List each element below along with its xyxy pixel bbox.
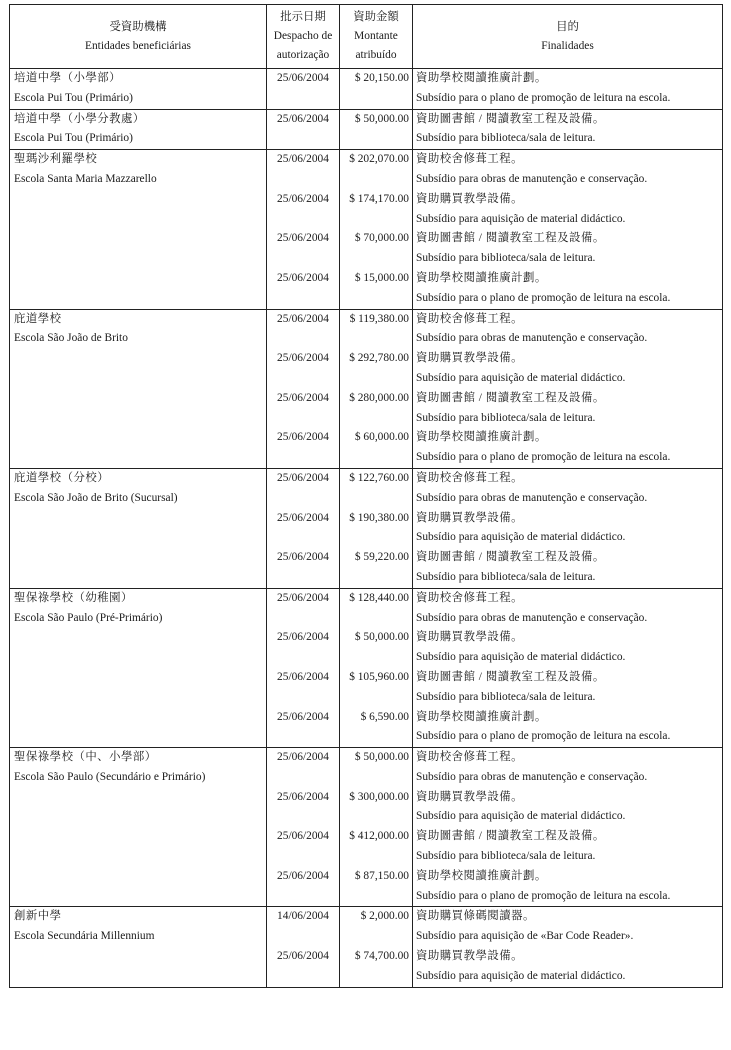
grant-date-spacer: [267, 807, 339, 827]
amount-cell: [340, 309, 413, 468]
grant-date: 25/06/2004: [277, 271, 329, 284]
entity-name-zh: 聖瑪沙利羅學校: [14, 153, 98, 166]
header-row: [10, 5, 723, 69]
grant-purpose-pt: Subsídio para biblioteca/sala de leitura.: [416, 850, 596, 863]
grant-amount-spacer: [340, 967, 409, 987]
grant-date: 25/06/2004: [277, 471, 329, 484]
amount-cell: [340, 150, 413, 309]
header-purpose-pt: Finalidades: [541, 39, 594, 52]
purpose-cell: [413, 468, 723, 588]
grant-purpose-zh: 資助購買條碼閱讀器。: [416, 910, 535, 923]
grant-purpose-zh: 資助校舍修葺工程。: [416, 751, 524, 764]
date-cell: [267, 468, 340, 588]
entity-name-zh: 庇道學校（分校）: [14, 471, 110, 484]
entity-name-zh: 聖保祿學校（幼稚園）: [14, 591, 133, 604]
grant-amount: $ 292,780.00: [349, 352, 409, 365]
grant-purpose-pt: Subsídio para obras de manutenção e conservação.: [416, 611, 648, 624]
grant-purpose-pt: Subsídio para biblioteca/sala de leitura.: [416, 570, 596, 583]
header-amount-zh: 資助金額: [353, 11, 399, 23]
grant-amount: $ 15,000.00: [354, 271, 409, 284]
grant-purpose-zh: 資助購買教學設備。: [416, 631, 524, 644]
grant-amount-spacer: [340, 289, 409, 309]
grant-date-spacer: [267, 369, 339, 389]
entity-row: [10, 109, 723, 150]
grant-amount-spacer: [340, 528, 409, 548]
entity-cell: [10, 748, 267, 907]
grant-amount: $ 20,150.00: [354, 72, 409, 84]
grant-date-spacer: [267, 409, 339, 429]
header-entity: [10, 5, 267, 69]
grant-date-spacer: [267, 129, 339, 149]
entity-name-pt: Escola Pui Tou (Primário): [14, 132, 133, 145]
grant-date: 25/06/2004: [277, 751, 329, 764]
grant-date: 25/06/2004: [277, 153, 329, 166]
entity-name-zh: 創新中學: [14, 910, 62, 923]
entity-cell: [10, 150, 267, 309]
entity-name-zh: 聖保祿學校（中、小學部）: [14, 751, 157, 764]
grant-date: 25/06/2004: [277, 511, 329, 524]
grant-amount-spacer: [340, 568, 409, 588]
purpose-cell: [413, 907, 723, 987]
grant-purpose-pt: Subsídio para biblioteca/sala de leitura.: [416, 411, 596, 424]
grant-amount-spacer: [340, 847, 409, 867]
grant-date: 25/06/2004: [277, 192, 329, 205]
grant-date: 25/06/2004: [277, 869, 329, 882]
grant-purpose-pt: Subsídio para obras de manutenção e conservação.: [416, 491, 648, 504]
entity-name-pt: Escola Secundária Millennium: [14, 930, 155, 943]
grant-amount: $ 300,000.00: [349, 790, 409, 803]
grant-amount-spacer: [340, 369, 409, 389]
grant-date: 25/06/2004: [277, 591, 329, 604]
date-cell: [267, 907, 340, 987]
grant-amount-spacer: [340, 887, 409, 907]
grant-amount-spacer: [340, 249, 409, 269]
grant-date-spacer: [267, 170, 339, 190]
amount-cell: [340, 468, 413, 588]
entity-row: [10, 588, 723, 747]
grant-purpose-zh: 資助圖書館 / 閱讀教室工程及設備。: [416, 830, 605, 843]
grant-purpose-pt: Subsídio para o plano de promoção de leitura na escola.: [416, 730, 671, 743]
amount-cell: [340, 69, 413, 110]
grant-amount: $ 119,380.00: [349, 312, 409, 325]
header-date-pt-1: Despacho de: [273, 30, 333, 42]
grant-date-spacer: [267, 887, 339, 907]
grant-amount-spacer: [340, 648, 409, 668]
grant-amount-spacer: [340, 727, 409, 747]
grant-purpose-zh: 資助圖書館 / 閱讀教室工程及設備。: [416, 391, 605, 404]
grant-purpose-pt: Subsídio para biblioteca/sala de leitura.: [416, 690, 596, 703]
grants-body: [10, 69, 723, 988]
entity-name-pt: Escola Santa Maria Mazzarello: [14, 172, 157, 185]
amount-cell: [340, 109, 413, 150]
grant-amount: $ 105,960.00: [349, 670, 409, 683]
grant-purpose-zh: 資助購買教學設備。: [416, 950, 524, 963]
date-cell: [267, 109, 340, 150]
grant-purpose-zh: 資助購買教學設備。: [416, 511, 524, 524]
grant-amount-spacer: [340, 129, 409, 149]
grant-purpose-zh: 資助圖書館 / 閱讀教室工程及設備。: [416, 670, 605, 683]
grant-amount-spacer: [340, 89, 409, 109]
grant-purpose-zh: 資助校舍修葺工程。: [416, 591, 524, 604]
entity-row: [10, 468, 723, 588]
purpose-cell: [413, 150, 723, 309]
grant-purpose-zh: 資助圖書館 / 閱讀教室工程及設備。: [416, 232, 605, 245]
date-cell: [267, 69, 340, 110]
grant-date: 25/06/2004: [277, 352, 329, 365]
grant-date: 25/06/2004: [277, 551, 329, 564]
date-cell: [267, 588, 340, 747]
grant-amount: $ 2,000.00: [360, 910, 409, 923]
grant-amount-spacer: [340, 329, 409, 349]
amount-cell: [340, 907, 413, 987]
grant-date: 25/06/2004: [277, 312, 329, 325]
grant-purpose-pt: Subsídio para obras de manutenção e conservação.: [416, 770, 648, 783]
grant-purpose-zh: 資助學校閱讀推廣計劃。: [416, 271, 547, 284]
grant-date-spacer: [267, 609, 339, 629]
grant-purpose-zh: 資助校舍修葺工程。: [416, 471, 524, 484]
grant-amount-spacer: [340, 448, 409, 468]
grant-purpose-pt: Subsídio para aquisição de «Bar Code Reader».: [416, 930, 634, 943]
grant-date-spacer: [267, 568, 339, 588]
grant-date-spacer: [267, 289, 339, 309]
grant-date-spacer: [267, 688, 339, 708]
entity-cell: [10, 109, 267, 150]
grant-purpose-zh: 資助校舍修葺工程。: [416, 312, 524, 325]
grant-purpose-zh: 資助圖書館 / 閱讀教室工程及設備。: [416, 112, 605, 125]
grant-amount: $ 50,000.00: [354, 112, 409, 125]
grant-amount: $ 74,700.00: [354, 950, 409, 963]
entity-name-pt: Escola São Paulo (Pré-Primário): [14, 611, 163, 624]
entity-row: [10, 309, 723, 468]
grant-amount: $ 87,150.00: [354, 869, 409, 882]
grant-date: 25/06/2004: [277, 670, 329, 683]
grant-purpose-pt: Subsídio para aquisição de material didáctico.: [416, 969, 626, 982]
date-cell: [267, 150, 340, 309]
header-amount: [340, 5, 413, 69]
grant-purpose-zh: 資助學校閱讀推廣計劃。: [416, 72, 547, 84]
grant-date-spacer: [267, 528, 339, 548]
grant-amount: $ 412,000.00: [349, 830, 409, 843]
entity-row: [10, 907, 723, 987]
entity-cell: [10, 907, 267, 987]
header-date: [267, 5, 340, 69]
grant-amount: $ 70,000.00: [354, 232, 409, 245]
grant-amount-spacer: [340, 807, 409, 827]
grant-date: 25/06/2004: [277, 790, 329, 803]
grant-amount-spacer: [340, 609, 409, 629]
header-purpose: [413, 5, 723, 69]
grant-purpose-pt: Subsídio para aquisição de material didáctico.: [416, 212, 626, 225]
grant-date-spacer: [267, 967, 339, 987]
date-cell: [267, 748, 340, 907]
purpose-cell: [413, 588, 723, 747]
grant-purpose-zh: 資助購買教學設備。: [416, 790, 524, 803]
grant-amount: $ 59,220.00: [354, 551, 409, 564]
entity-cell: [10, 69, 267, 110]
header-date-pt-2: autorização: [276, 49, 330, 61]
header-entity-pt: Entidades beneficiárias: [85, 39, 191, 52]
entity-cell: [10, 468, 267, 588]
entity-name-zh: 培道中學（小學部）: [14, 72, 122, 84]
header-amount-pt-1: Montante: [354, 30, 398, 42]
purpose-cell: [413, 309, 723, 468]
grant-purpose-zh: 資助校舍修葺工程。: [416, 153, 524, 166]
grant-purpose-pt: Subsídio para aquisição de material didáctico.: [416, 810, 626, 823]
grant-amount-spacer: [340, 170, 409, 190]
header-date-zh: 批示日期: [280, 11, 326, 23]
grant-date-spacer: [267, 329, 339, 349]
grant-amount: $ 128,440.00: [349, 591, 409, 604]
entity-name-pt: Escola São João de Brito (Sucursal): [14, 491, 178, 504]
grant-date-spacer: [267, 727, 339, 747]
grant-amount: $ 280,000.00: [349, 391, 409, 404]
grant-purpose-pt: Subsídio para obras de manutenção e conservação.: [416, 172, 648, 185]
entity-row: [10, 69, 723, 110]
grant-date: 25/06/2004: [277, 710, 329, 723]
grant-amount-spacer: [340, 927, 409, 947]
grant-date-spacer: [267, 249, 339, 269]
grant-amount: $ 60,000.00: [354, 431, 409, 444]
grant-purpose-pt: Subsídio para aquisição de material didáctico.: [416, 531, 626, 544]
grant-date: 25/06/2004: [277, 631, 329, 644]
grant-purpose-pt: Subsídio para o plano de promoção de leitura na escola.: [416, 889, 671, 902]
grant-purpose-pt: Subsídio para aquisição de material didáctico.: [416, 651, 626, 664]
grant-date: 25/06/2004: [277, 112, 329, 125]
grant-purpose-zh: 資助學校閱讀推廣計劃。: [416, 869, 547, 882]
grant-date: 25/06/2004: [277, 431, 329, 444]
purpose-cell: [413, 748, 723, 907]
grant-date-spacer: [267, 448, 339, 468]
grant-purpose-pt: Subsídio para biblioteca/sala de leitura.: [416, 132, 596, 145]
grant-date-spacer: [267, 768, 339, 788]
grant-amount-spacer: [340, 409, 409, 429]
grant-amount: $ 190,380.00: [349, 511, 409, 524]
grant-date: 25/06/2004: [277, 830, 329, 843]
grant-amount: $ 50,000.00: [354, 751, 409, 764]
grant-amount-spacer: [340, 489, 409, 509]
entity-row: [10, 748, 723, 907]
entity-name-zh: 培道中學（小學分教處）: [14, 112, 145, 125]
entity-cell: [10, 588, 267, 747]
entity-row: [10, 150, 723, 309]
grant-purpose-zh: 資助學校閱讀推廣計劃。: [416, 431, 547, 444]
grant-purpose-pt: Subsídio para obras de manutenção e conservação.: [416, 332, 648, 345]
entity-name-pt: Escola Pui Tou (Primário): [14, 91, 133, 104]
header-entity-zh: 受資助機構: [109, 20, 167, 33]
grant-purpose-zh: 資助購買教學設備。: [416, 352, 524, 365]
grant-purpose-zh: 資助學校閱讀推廣計劃。: [416, 710, 547, 723]
grant-date: 25/06/2004: [277, 950, 329, 963]
amount-cell: [340, 588, 413, 747]
entity-name-zh: 庇道學校: [14, 312, 62, 325]
purpose-cell: [413, 109, 723, 150]
grant-purpose-pt: Subsídio para o plano de promoção de leitura na escola.: [416, 291, 671, 304]
header-purpose-zh: 目的: [556, 20, 579, 33]
grant-date-spacer: [267, 927, 339, 947]
amount-cell: [340, 748, 413, 907]
purpose-cell: [413, 69, 723, 110]
entity-cell: [10, 309, 267, 468]
grant-purpose-zh: 資助購買教學設備。: [416, 192, 524, 205]
grant-amount-spacer: [340, 688, 409, 708]
date-cell: [267, 309, 340, 468]
grants-table: [9, 4, 723, 988]
grant-purpose-pt: Subsídio para o plano de promoção de leitura na escola.: [416, 451, 671, 464]
grant-date-spacer: [267, 648, 339, 668]
grant-date: 14/06/2004: [277, 910, 329, 923]
grant-date: 25/06/2004: [277, 391, 329, 404]
grant-date-spacer: [267, 489, 339, 509]
grant-amount-spacer: [340, 768, 409, 788]
entity-name-pt: Escola São João de Brito: [14, 332, 128, 345]
grant-amount: $ 50,000.00: [354, 631, 409, 644]
grant-date: 25/06/2004: [277, 232, 329, 245]
grant-amount: $ 6,590.00: [360, 710, 409, 723]
grant-purpose-pt: Subsídio para o plano de promoção de leitura na escola.: [416, 91, 671, 104]
header-amount-pt-2: atribuído: [355, 49, 397, 61]
grant-date: 25/06/2004: [277, 72, 329, 84]
entity-name-pt: Escola São Paulo (Secundário e Primário): [14, 770, 206, 783]
grant-purpose-pt: Subsídio para aquisição de material didáctico.: [416, 371, 626, 384]
grant-purpose-pt: Subsídio para biblioteca/sala de leitura.: [416, 252, 596, 265]
grant-amount-spacer: [340, 210, 409, 230]
grant-date-spacer: [267, 89, 339, 109]
grant-amount: $ 202,070.00: [349, 153, 409, 166]
grant-date-spacer: [267, 847, 339, 867]
grant-date-spacer: [267, 210, 339, 230]
grant-purpose-zh: 資助圖書館 / 閱讀教室工程及設備。: [416, 551, 605, 564]
grant-amount: $ 122,760.00: [349, 471, 409, 484]
grant-amount: $ 174,170.00: [349, 192, 409, 205]
